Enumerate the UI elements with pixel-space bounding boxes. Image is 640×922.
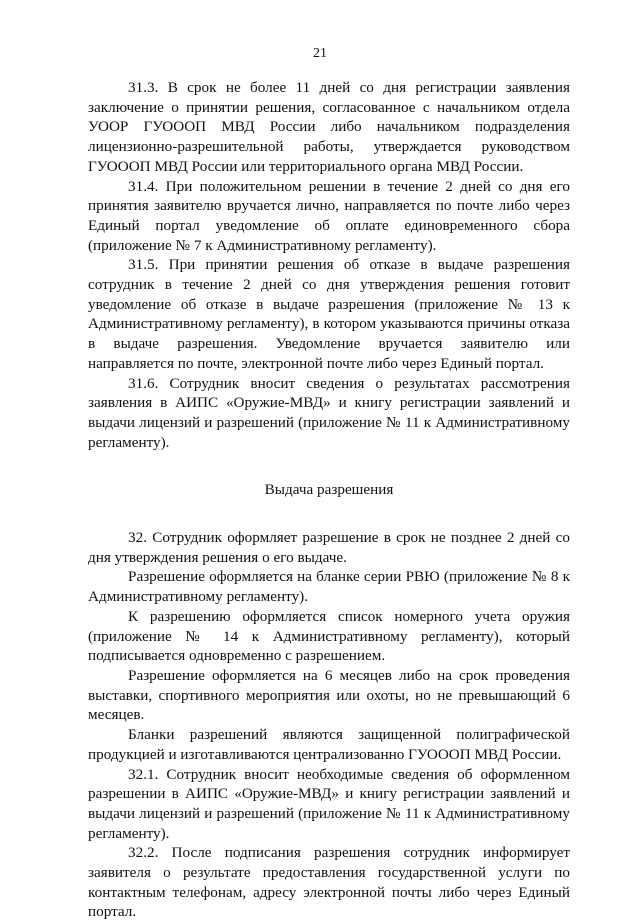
document-body [88,78,570,922]
paragraph-31-4: 31.4. При положительном решении в течение 2 дней со дня его принятия заявителю вручается лично, направляется по почте либо через Единый портал уведомление об оплате единовременного сбора (приложение № 7 к Административному регламенту). [88,177,570,254]
section-heading: Выдача разрешения [264,481,394,499]
paragraph-32-1: 32.1. Сотрудник вносит необходимые сведения об оформленном разрешении в АИПС «Оружие-МВД» и книгу регистрации заявлений и выдачи лицензий и разрешений (приложение № 11 к Административному регламенту). [88,765,570,842]
paragraph-31-6: 31.6. Сотрудник вносит сведения о результатах рассмотрения заявления в АИПС «Оружие-МВД» и книгу регистрации заявлений и выдачи лицензий и разрешений (приложение № 11 к Административному регламенту). [88,374,570,451]
paragraph-31-5: 31.5. При принятии решения об отказе в выдаче разрешения сотрудник в течение 2 дней со дня утверждения решения готовит уведомление об отказе в выдаче разрешения (приложение № 13 к Административному регламенту), в котором указываются причины отказа в выдаче разрешения. Уведомление вручается заявителю или направляется по почте, электронной почте либо через Единый портал. [88,256,570,372]
paragraph-32: 32. Сотрудник оформляет разрешение в срок не позднее 2 дней со дня утверждения решения о его выдаче. [88,529,570,566]
paragraph-blank-forms: Бланки разрешений являются защищенной полиграфической продукцией и изготавливаются централизованно ГУОООП МВД России. [88,726,570,763]
paragraph-32-2: 32.2. После подписания разрешения сотрудник информирует заявителя о результате предоставления государственной услуги по контактным телефонам, адресу электронной почты либо через Единый портал. [88,844,570,921]
paragraph-validity-term: Разрешение оформляется на 6 месяцев либо на срок проведения выставки, спортивного мероприятия или охоты, но не превышающий 6 месяцев. [88,666,570,724]
paragraph-weapon-list: К разрешению оформляется список номерного учета оружия (приложение № 14 к Административному регламенту), который подписывается одновременно с разрешением. [88,607,570,665]
page-number: 21 [313,46,327,61]
paragraph-blank-series: Разрешение оформляется на бланке серии РВЮ (приложение № 8 к Административному регламенту). [88,568,570,606]
paragraph-31-3: 31.3. В срок не более 11 дней со дня регистрации заявления заключение о принятии решения, согласованное с начальником отдела УООР ГУОООП МВД России либо начальником подразделения лицензионно-разрешительной работы, утверждается руководством ГУОООП МВД России или территориального органа МВД России. [88,79,570,175]
